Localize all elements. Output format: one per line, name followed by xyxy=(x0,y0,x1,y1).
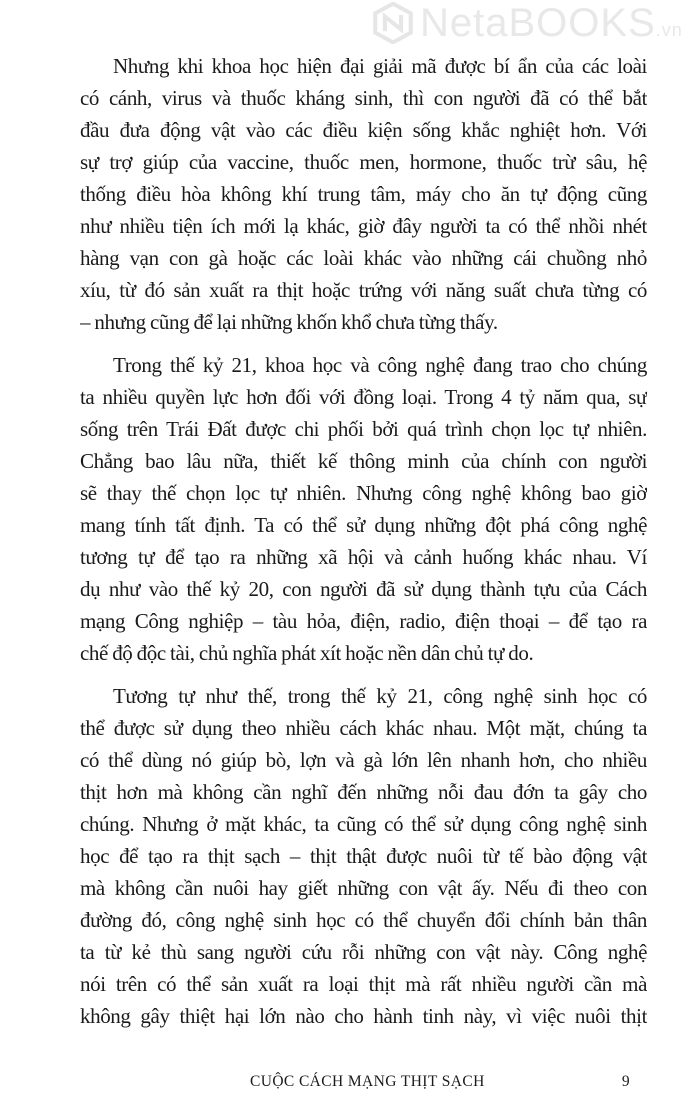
text-line: đường đó, công nghệ sinh học có thể chuyển đổi chính bản thân xyxy=(80,908,647,932)
text-line: – nhưng cũng để lại những khốn khổ chưa từng thấy. xyxy=(80,310,498,334)
text-line: không gây thiệt hại lớn nào cho hành tinh này, vì việc nuôi thịt xyxy=(80,1004,647,1028)
text-line: Nhưng khi khoa học hiện đại giải mã được bí ẩn của các loài xyxy=(113,54,647,78)
text-line: Chẳng bao lâu nữa, thiết kế thông minh của chính con người xyxy=(80,449,647,473)
text-line: thịt hơn mà không cần nghĩ đến những nỗi đau đớn ta gây cho xyxy=(80,780,647,804)
text-line: thể được sử dụng theo nhiều cách khác nhau. Một mặt, chúng ta xyxy=(80,716,647,740)
text-line: ta từ kẻ thù sang người cứu rỗi những con vật này. Công nghệ xyxy=(80,940,647,964)
page-number: 9 xyxy=(621,1073,630,1090)
page-body xyxy=(80,50,647,1043)
watermark-suffix: .vn xyxy=(655,20,683,40)
text-line: sẽ thay thế chọn lọc tự nhiên. Nhưng công nghệ không bao giờ xyxy=(80,481,647,505)
text-line: Trong thế kỷ 21, khoa học và công nghệ đang trao cho chúng xyxy=(113,353,647,377)
text-line: đầu đưa động vật vào các điều kiện sống khắc nghiệt hơn. Với xyxy=(80,118,647,142)
watermark-logo xyxy=(380,0,683,48)
paragraph xyxy=(80,50,647,338)
text-line: mang tính tất định. Ta có thể sử dụng những đột phá công nghệ xyxy=(80,513,647,537)
watermark-hexagon-icon xyxy=(372,2,414,44)
text-line: dụ như vào thế kỷ 20, con người đã sử dụng thành tựu của Cách xyxy=(80,577,647,601)
text-line: thống điều hòa không khí trung tâm, máy cho ăn tự động cũng xyxy=(80,182,647,206)
text-line: có cánh, virus và thuốc kháng sinh, thì con người đã có thể bắt xyxy=(80,86,647,110)
running-title: CUỘC CÁCH MẠNG THỊT SẠCH xyxy=(250,1073,485,1090)
text-line: ta nhiều quyền lực hơn đối với đồng loại. Trong 4 tỷ năm qua, sự xyxy=(80,385,647,409)
text-line: tương tự để tạo ra những xã hội và cảnh huống khác nhau. Ví xyxy=(80,545,647,569)
text-line: sự trợ giúp của vaccine, thuốc men, hormone, thuốc trừ sâu, hệ xyxy=(80,150,647,174)
text-line: mà không cần nuôi hay giết những con vật ấy. Nếu đi theo con xyxy=(80,876,647,900)
text-line: sống trên Trái Đất được chi phối bởi quá trình chọn lọc tự nhiên. xyxy=(80,417,647,441)
paragraph xyxy=(80,349,647,669)
text-line: có thể dùng nó giúp bò, lợn và gà lớn lên nhanh hơn, cho nhiều xyxy=(80,748,647,772)
watermark-brand: NetaBOOKS xyxy=(420,1,656,45)
text-line: nói trên có thể sản xuất ra loại thịt mà rất nhiều người cần mà xyxy=(80,972,647,996)
text-line: chế độ độc tài, chủ nghĩa phát xít hoặc nền dân chủ tự do. xyxy=(80,641,534,665)
text-line: hàng vạn con gà hoặc các loài khác vào những cái chuồng nhỏ xyxy=(80,246,647,270)
paragraph xyxy=(80,680,647,1032)
text-line: xíu, từ đó sản xuất ra thịt hoặc trứng với năng suất chưa từng có xyxy=(80,278,647,302)
text-line: chúng. Nhưng ở mặt khác, ta cũng có thể sử dụng công nghệ sinh xyxy=(80,812,647,836)
text-line: như nhiều tiện ích mới lạ khác, giờ đây người ta có thể nhồi nhét xyxy=(80,214,647,238)
text-line: Tương tự như thế, trong thế kỷ 21, công nghệ sinh học có xyxy=(113,684,647,708)
page-footer xyxy=(250,1072,650,1092)
text-line: mạng Công nghiệp – tàu hỏa, điện, radio, điện thoại – để tạo ra xyxy=(80,609,647,633)
text-line: học để tạo ra thịt sạch – thịt thật được nuôi từ tế bào động vật xyxy=(80,844,647,868)
